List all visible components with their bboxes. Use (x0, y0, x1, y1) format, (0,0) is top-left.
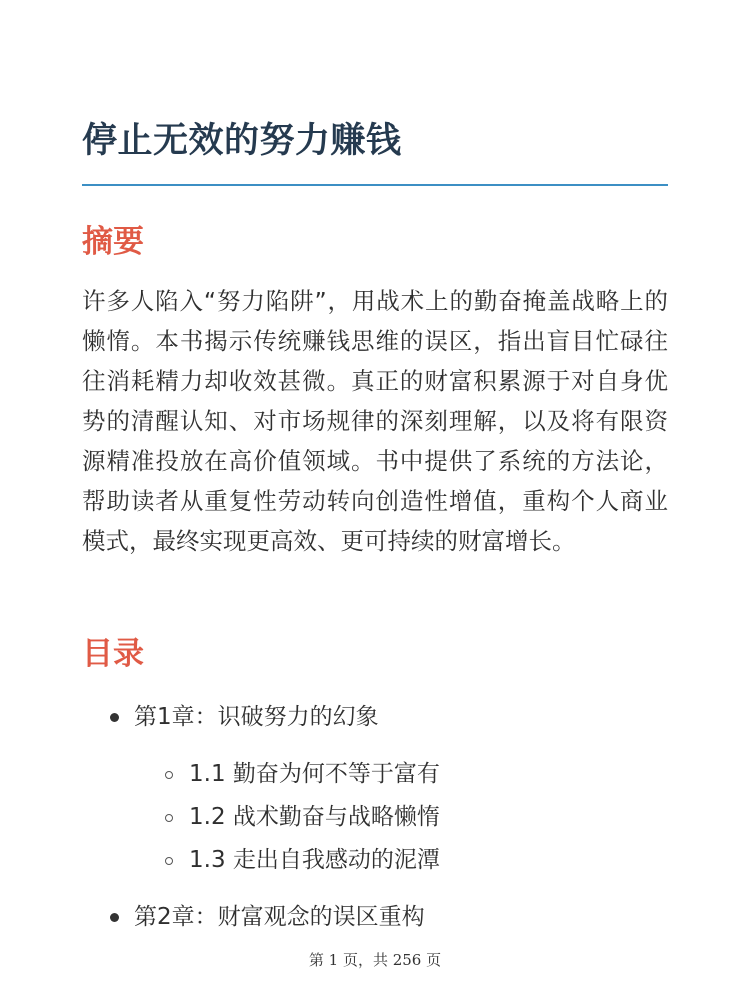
toc-section-1-1[interactable] (189, 754, 440, 794)
title-divider (82, 184, 668, 186)
book-title: 停止无效的努力赚钱 (82, 121, 402, 161)
toc-section-label: 1.1 勤奋为何不等于富有 (189, 761, 440, 787)
page-number-footer: 第 1 页，共 256 页 (308, 951, 442, 969)
toc-chapter-label: 第2章：财富观念的误区重构 (134, 904, 425, 930)
document-page (82, 0, 668, 1000)
bullet-disc-icon (110, 913, 119, 922)
bullet-circle-icon (165, 771, 173, 779)
toc-chapter-2[interactable] (134, 897, 425, 937)
abstract-heading: 摘要 (82, 224, 144, 260)
toc-heading: 目录 (82, 636, 144, 672)
toc-section-label: 1.3 走出自我感动的泥潭 (189, 847, 440, 873)
abstract-text: 许多人陷入“努力陷阱”，用战术上的勤奋掩盖战略上的懒惰。本书揭示传统赚钱思维的误区，指出盲目忙碌往往消耗精力却收效甚微。真正的财富积累源于对自身优势的清醒认知、对市场规律的深刻理解，以及将有限资源精准投放在高价值领域。书中提供了系统的方法论，帮助读者从重复性劳动转向创造性增值，重构个人商业模式，最终实现更高效、更可持续的财富增长。 (82, 287, 668, 555)
bullet-disc-icon (110, 713, 119, 722)
toc-section-1-3[interactable] (189, 840, 440, 880)
toc-section-1-2[interactable] (189, 797, 440, 837)
toc-section-label: 1.2 战术勤奋与战略懒惰 (189, 804, 440, 830)
toc-chapter-label: 第1章：识破努力的幻象 (134, 704, 379, 730)
toc-chapter-1[interactable] (134, 697, 379, 737)
bullet-circle-icon (165, 857, 173, 865)
bullet-circle-icon (165, 814, 173, 822)
